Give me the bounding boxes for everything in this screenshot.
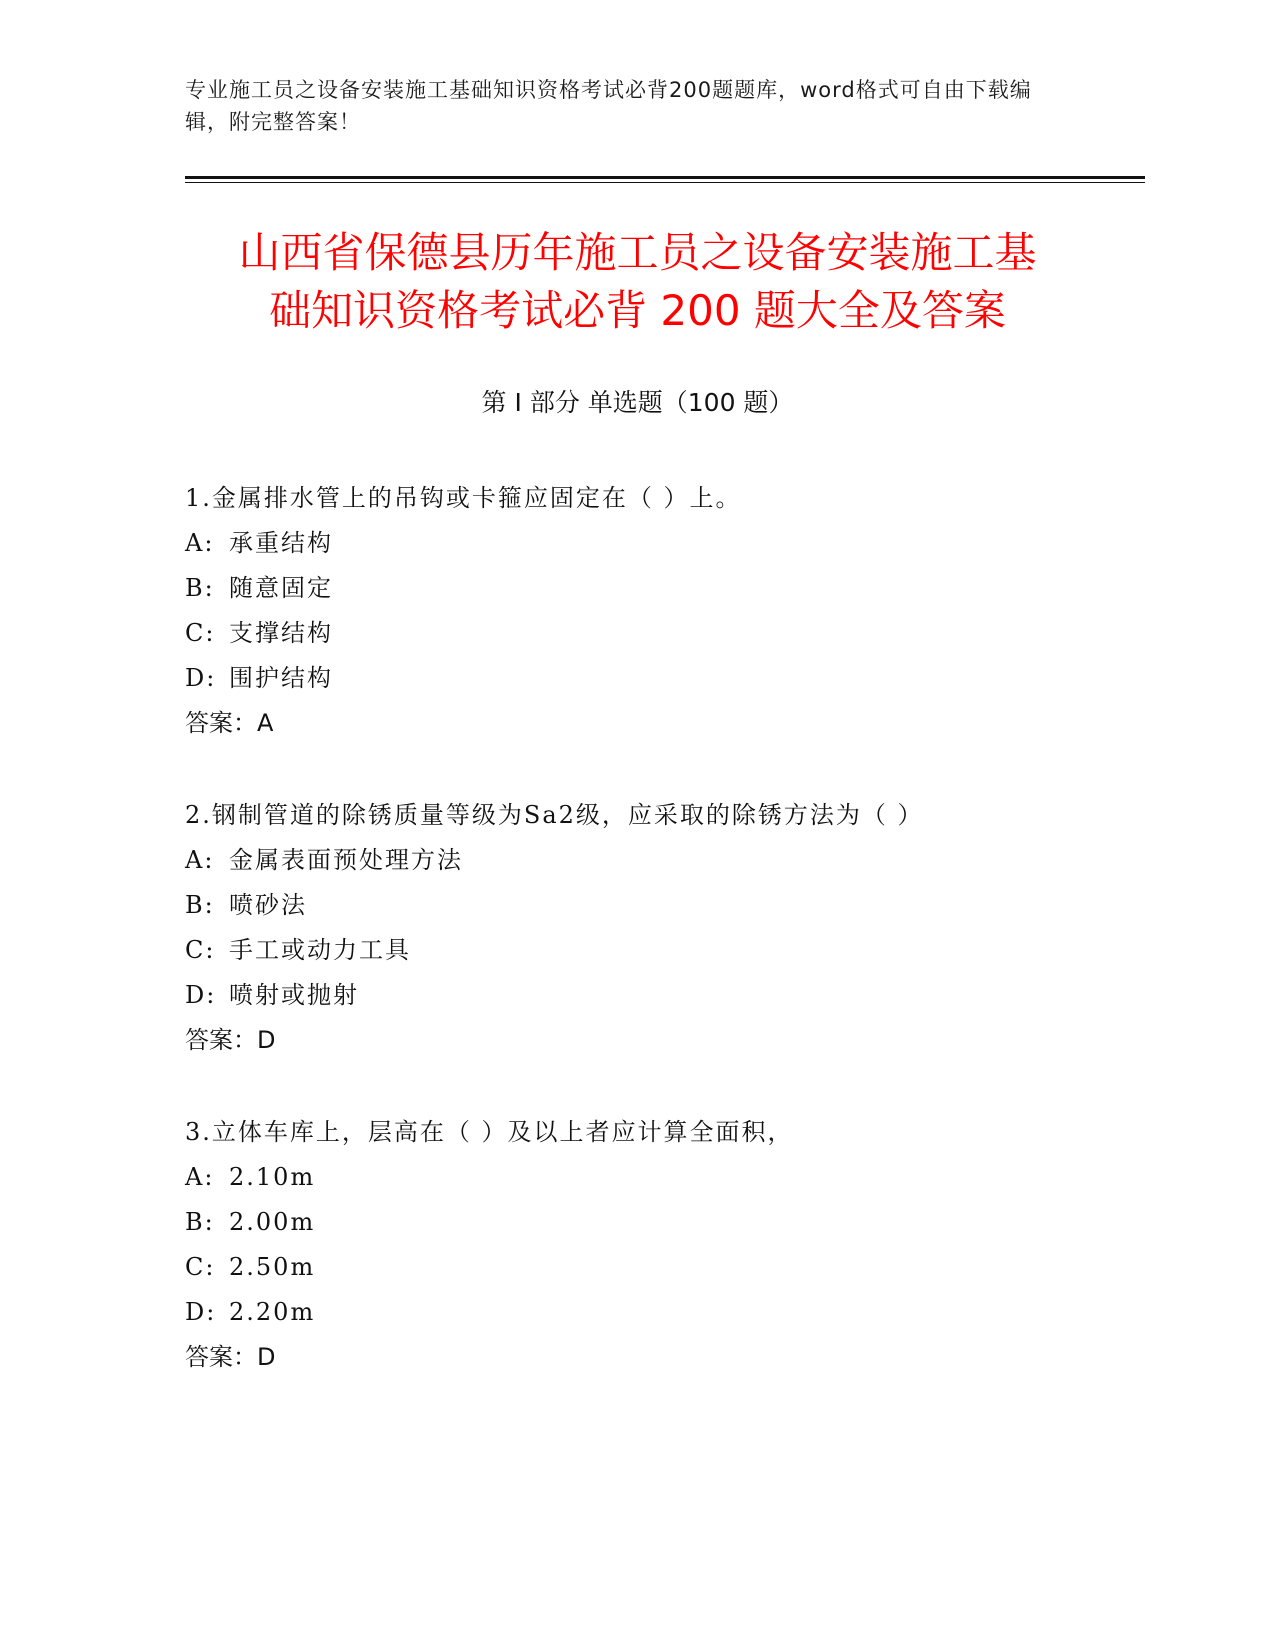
answer-line	[185, 701, 1125, 746]
option-key: B:	[185, 891, 215, 919]
question-stem: 1.金属排水管上的吊钩或卡箍应固定在（ ）上。	[185, 484, 742, 512]
option-text: 随意固定	[229, 574, 333, 602]
answer-line	[185, 1335, 1125, 1380]
answer-value: D	[257, 1026, 276, 1054]
option-text: 金属表面预处理方法	[229, 846, 463, 874]
option-text: 围护结构	[229, 664, 333, 692]
option-text: 2.00m	[229, 1208, 316, 1236]
option-key: D:	[185, 981, 217, 1009]
option-key: A:	[185, 846, 215, 874]
option-key: A:	[185, 1163, 215, 1191]
question-2	[185, 793, 1125, 1063]
option-key: C:	[185, 936, 216, 964]
answer-label: 答案：	[185, 1026, 257, 1054]
option-text: 承重结构	[229, 529, 333, 557]
question-list	[185, 476, 1125, 1427]
option-key: B:	[185, 574, 215, 602]
header-note: 专业施工员之设备安装施工基础知识资格考试必背200题题库，word格式可自由下载编辑，附完整答案！	[185, 78, 1032, 134]
title-line-1: 山西省保德县历年施工员之设备安装施工基	[238, 228, 1037, 277]
option-a	[185, 1155, 1125, 1200]
option-key: D:	[185, 664, 217, 692]
option-key: D:	[185, 1298, 217, 1326]
option-text: 喷砂法	[229, 891, 307, 919]
option-text: 2.20m	[229, 1298, 316, 1326]
option-c	[185, 611, 1125, 656]
option-b	[185, 883, 1125, 928]
answer-label: 答案：	[185, 709, 257, 737]
option-d	[185, 656, 1125, 701]
question-3	[185, 1110, 1125, 1380]
option-key: C:	[185, 619, 216, 647]
header-rule-thick	[185, 176, 1145, 179]
question-stem: 2.钢制管道的除锈质量等级为Sa2级，应采取的除锈方法为（ ）	[185, 801, 924, 829]
answer-label: 答案：	[185, 1343, 257, 1371]
section-title: 第 I 部分 单选题（100 题）	[481, 388, 794, 417]
option-text: 2.50m	[229, 1253, 316, 1281]
document-title	[160, 224, 1115, 340]
option-c	[185, 1245, 1125, 1290]
option-key: B:	[185, 1208, 215, 1236]
option-text: 手工或动力工具	[229, 936, 411, 964]
option-key: C:	[185, 1253, 216, 1281]
option-a	[185, 838, 1125, 883]
option-text: 喷射或抛射	[229, 981, 359, 1009]
question-stem: 3.立体车库上，层高在（ ）及以上者应计算全面积，	[185, 1118, 794, 1146]
answer-value: A	[257, 709, 274, 737]
option-text: 支撑结构	[229, 619, 333, 647]
title-line-2: 础知识资格考试必背 200 题大全及答案	[269, 286, 1006, 335]
option-d	[185, 973, 1125, 1018]
option-c	[185, 928, 1125, 973]
option-text: 2.10m	[229, 1163, 316, 1191]
question-1	[185, 476, 1125, 746]
header-rule-thin	[185, 182, 1145, 183]
option-a	[185, 521, 1125, 566]
answer-value: D	[257, 1343, 276, 1371]
option-b	[185, 566, 1125, 611]
option-b	[185, 1200, 1125, 1245]
option-key: A:	[185, 529, 215, 557]
answer-line	[185, 1018, 1125, 1063]
option-d	[185, 1290, 1125, 1335]
